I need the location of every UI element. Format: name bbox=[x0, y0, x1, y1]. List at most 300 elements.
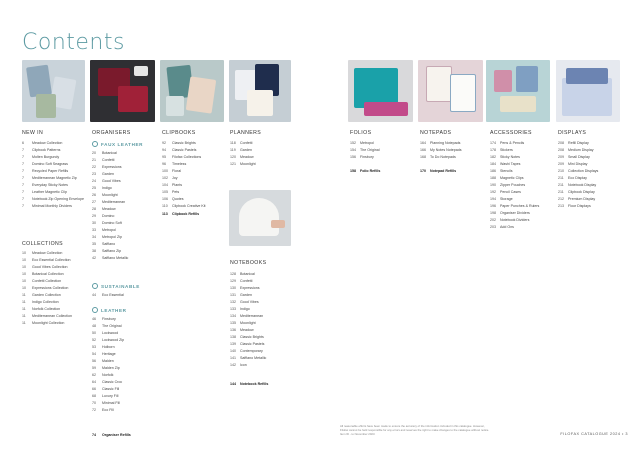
page-number: 24 bbox=[92, 179, 96, 183]
page-number: 152 bbox=[350, 141, 356, 145]
item-title: The Original bbox=[102, 324, 122, 328]
list-item[interactable] bbox=[92, 344, 154, 351]
page-number: 20 bbox=[92, 151, 96, 155]
list-item[interactable] bbox=[92, 227, 154, 234]
item-title: Expressions bbox=[240, 286, 260, 290]
item-title: Luxury Fill bbox=[102, 394, 119, 398]
new-in-list bbox=[22, 140, 82, 210]
notepads-list bbox=[420, 140, 484, 161]
list-item[interactable] bbox=[92, 393, 154, 400]
page-number: 203 bbox=[490, 225, 496, 229]
item-title: Sticky Notes bbox=[500, 155, 520, 159]
leather-icon bbox=[92, 307, 98, 313]
item-title: Icon bbox=[240, 363, 247, 367]
planners-list bbox=[230, 140, 294, 168]
item-title: Notebook Dividers bbox=[500, 218, 530, 222]
item-title: Refill Display bbox=[568, 141, 589, 145]
list-item[interactable] bbox=[162, 140, 226, 147]
list-item[interactable] bbox=[230, 348, 294, 355]
list-item[interactable] bbox=[490, 217, 554, 224]
page-number: 38 bbox=[92, 249, 96, 253]
page-number: 44 bbox=[92, 293, 96, 297]
accessories-photo bbox=[486, 60, 550, 122]
list-item[interactable] bbox=[22, 306, 88, 313]
list-item[interactable] bbox=[22, 264, 88, 271]
list-item[interactable] bbox=[558, 196, 622, 203]
list-item[interactable] bbox=[230, 313, 294, 320]
list-item[interactable] bbox=[22, 299, 88, 306]
list-item[interactable] bbox=[22, 278, 88, 285]
list-item[interactable] bbox=[558, 154, 622, 161]
item-title: Garden bbox=[240, 148, 252, 152]
folios-photo bbox=[348, 60, 413, 122]
page-number: 178 bbox=[490, 148, 496, 152]
page-number: 202 bbox=[490, 218, 496, 222]
page-number: 133 bbox=[230, 307, 236, 311]
page-number: 210 bbox=[558, 169, 564, 173]
list-item[interactable] bbox=[22, 189, 82, 196]
clipbooks-list bbox=[162, 140, 226, 210]
list-item[interactable] bbox=[558, 161, 622, 168]
item-title: Pens & Pencils bbox=[500, 141, 525, 145]
notebooks-heading: NOTEBOOKS bbox=[230, 260, 267, 266]
list-item[interactable] bbox=[22, 257, 88, 264]
item-title: Confetti bbox=[240, 279, 253, 283]
item-title: Mediterranean Magnetic Zip bbox=[32, 176, 77, 180]
page-number: 129 bbox=[230, 279, 236, 283]
list-item[interactable] bbox=[230, 299, 294, 306]
item-title: Eco Essential Collection bbox=[32, 258, 71, 262]
new-in-heading: NEW IN bbox=[22, 130, 44, 136]
list-item[interactable] bbox=[92, 150, 154, 157]
list-item[interactable] bbox=[558, 182, 622, 189]
notepads-heading: NOTEPADS bbox=[420, 130, 452, 136]
item-title: Plants bbox=[172, 183, 182, 187]
item-title: Confetti bbox=[240, 141, 253, 145]
item-title: Lockwood bbox=[102, 331, 119, 335]
displays-list bbox=[558, 140, 622, 210]
item-title: Botanical bbox=[102, 151, 117, 155]
list-item[interactable] bbox=[92, 379, 154, 386]
page-number: 59 bbox=[92, 366, 96, 370]
list-item[interactable] bbox=[22, 271, 88, 278]
list-item[interactable] bbox=[22, 250, 88, 257]
list-item[interactable] bbox=[162, 154, 226, 161]
page-number: 118 bbox=[230, 141, 236, 145]
item-title: To Do Notepads bbox=[430, 155, 456, 159]
page-number: 213 bbox=[558, 204, 564, 208]
list-item[interactable] bbox=[558, 189, 622, 196]
item-title: Contemporary bbox=[240, 349, 263, 353]
list-item[interactable] bbox=[92, 213, 154, 220]
list-item[interactable] bbox=[350, 140, 412, 147]
page-number: 30 bbox=[92, 221, 96, 225]
list-item[interactable] bbox=[490, 147, 554, 154]
list-item[interactable] bbox=[22, 285, 88, 292]
list-item[interactable] bbox=[92, 171, 154, 178]
folios-list bbox=[350, 140, 412, 161]
item-title: Garden bbox=[240, 293, 252, 297]
organiser-refills[interactable]: 74 Organiser Refills bbox=[92, 433, 131, 437]
item-title: Quotes bbox=[172, 197, 184, 201]
list-item[interactable] bbox=[92, 220, 154, 227]
item-title: Metropol bbox=[360, 141, 374, 145]
item-title: Garden Collection bbox=[32, 293, 61, 297]
page-number: 96 bbox=[162, 162, 166, 166]
page-number: 25 bbox=[92, 186, 96, 190]
item-title: Pets bbox=[172, 190, 180, 194]
page-number: 186 bbox=[490, 169, 496, 173]
list-item[interactable] bbox=[162, 161, 226, 168]
item-title: Clipbook Display bbox=[568, 190, 595, 194]
page-number: 95 bbox=[162, 155, 166, 159]
list-item[interactable] bbox=[92, 365, 154, 372]
page-number: 7 bbox=[22, 190, 24, 194]
list-item[interactable] bbox=[230, 271, 294, 278]
clipbooks-photo bbox=[160, 60, 224, 122]
item-title: Saffiano Metallic bbox=[240, 356, 267, 360]
item-title: Small Display bbox=[568, 155, 590, 159]
item-title: Good Vibes bbox=[240, 300, 259, 304]
list-item[interactable] bbox=[22, 320, 88, 327]
item-title: Meadow bbox=[102, 207, 116, 211]
notebooks-photo bbox=[229, 190, 291, 246]
item-title: Classic Fill bbox=[102, 387, 120, 391]
list-item[interactable] bbox=[558, 168, 622, 175]
list-item[interactable] bbox=[558, 140, 622, 147]
list-item[interactable] bbox=[162, 182, 226, 189]
list-item[interactable] bbox=[162, 168, 226, 175]
list-item[interactable] bbox=[92, 400, 154, 407]
disclaimer: All reasonable efforts have been made to ensure the accuracy of the information included in this catalogue. However, Filofax cannot be held responsible for any errors and reserves the right to make changes to the catalogue without notice. Item ID - to November 2023. bbox=[340, 424, 490, 436]
item-title: Leather Magnetic Clip bbox=[32, 190, 67, 194]
list-item[interactable] bbox=[490, 196, 554, 203]
page-number: 198 bbox=[490, 211, 496, 215]
item-title: My Notes Notepads bbox=[430, 148, 462, 152]
item-title: Holborn bbox=[102, 345, 115, 349]
list-item[interactable] bbox=[558, 203, 622, 210]
item-title: The Original bbox=[360, 148, 380, 152]
list-item[interactable] bbox=[22, 203, 82, 210]
page-number: 6 bbox=[22, 141, 24, 145]
item-title: Saffiano bbox=[102, 242, 116, 246]
page-number: 182 bbox=[490, 155, 496, 159]
list-item[interactable] bbox=[22, 147, 82, 154]
item-title: Stencils bbox=[500, 169, 513, 173]
list-item[interactable] bbox=[230, 285, 294, 292]
list-item[interactable] bbox=[92, 330, 154, 337]
list-item[interactable] bbox=[92, 178, 154, 185]
list-item[interactable] bbox=[558, 175, 622, 182]
page-number: 7 bbox=[22, 148, 24, 152]
item-title: Expressions bbox=[102, 165, 122, 169]
planners-photo bbox=[229, 60, 291, 122]
page-number: 211 bbox=[558, 183, 564, 187]
list-item[interactable] bbox=[350, 147, 412, 154]
list-item[interactable] bbox=[92, 323, 154, 330]
item-title: Pencil Cases bbox=[500, 190, 521, 194]
displays-photo bbox=[556, 60, 620, 122]
notebooks-list bbox=[230, 271, 294, 369]
displays-heading: DISPLAYS bbox=[558, 130, 587, 136]
page-number: 174 bbox=[490, 141, 496, 145]
right-page bbox=[320, 0, 640, 452]
list-item[interactable] bbox=[490, 210, 554, 217]
item-title: Metropol bbox=[102, 228, 116, 232]
page-number: 136 bbox=[230, 328, 236, 332]
list-item[interactable] bbox=[92, 386, 154, 393]
leather-heading: LEATHER bbox=[101, 308, 127, 313]
list-item[interactable] bbox=[420, 154, 484, 161]
page-number: 35 bbox=[92, 242, 96, 246]
page-number: 11 bbox=[22, 321, 26, 325]
item-title: Meadow Collection bbox=[32, 141, 63, 145]
list-item[interactable] bbox=[230, 278, 294, 285]
faux-leather-icon bbox=[92, 141, 98, 147]
item-title: Norfolk Collection bbox=[32, 307, 61, 311]
list-item[interactable] bbox=[22, 313, 88, 320]
item-title: Paper Punches & Rulers bbox=[500, 204, 540, 208]
list-item[interactable] bbox=[230, 362, 294, 369]
page-number: 212 bbox=[558, 197, 564, 201]
list-item[interactable] bbox=[230, 147, 294, 154]
list-item[interactable] bbox=[22, 168, 82, 175]
page-number: 128 bbox=[230, 272, 236, 276]
list-item[interactable] bbox=[92, 316, 154, 323]
list-item[interactable] bbox=[92, 241, 154, 248]
list-item[interactable] bbox=[490, 224, 554, 231]
page-number: 7 bbox=[22, 176, 24, 180]
page-number: 119 bbox=[230, 148, 236, 152]
page-number: 100 bbox=[162, 169, 168, 173]
page-number: 164 bbox=[420, 141, 426, 145]
list-item[interactable] bbox=[490, 182, 554, 189]
list-item[interactable] bbox=[162, 203, 226, 210]
item-title: Domino Soft Seagrass bbox=[32, 162, 68, 166]
page-number: 10 bbox=[22, 279, 26, 283]
list-item[interactable] bbox=[22, 292, 88, 299]
list-item[interactable] bbox=[92, 407, 154, 414]
list-item[interactable] bbox=[490, 203, 554, 210]
page-number: 104 bbox=[162, 183, 168, 187]
item-title: Notebook Zip Opening Envelope bbox=[32, 197, 84, 201]
page-number: 54 bbox=[92, 352, 96, 356]
page-number: 62 bbox=[92, 373, 96, 377]
list-item[interactable] bbox=[162, 196, 226, 203]
page-number: 131 bbox=[230, 293, 236, 297]
page-number: 26 bbox=[92, 193, 96, 197]
list-item[interactable] bbox=[22, 175, 82, 182]
item-title: Lockwood Zip bbox=[102, 338, 125, 342]
page-number: 105 bbox=[162, 190, 168, 194]
page-number: 190 bbox=[490, 183, 496, 187]
page-number: 121 bbox=[230, 162, 236, 166]
page-number: 192 bbox=[490, 190, 496, 194]
list-item[interactable] bbox=[230, 154, 294, 161]
list-item[interactable] bbox=[162, 147, 226, 154]
list-item[interactable] bbox=[92, 337, 154, 344]
clipbooks-heading: CLIPBOOKS bbox=[162, 130, 196, 136]
item-title: Zipper Pouches bbox=[500, 183, 526, 187]
page-number: 208 bbox=[558, 148, 564, 152]
page-number: 196 bbox=[490, 204, 496, 208]
page-number: 92 bbox=[162, 141, 166, 145]
page-number: 120 bbox=[230, 155, 236, 159]
list-item[interactable] bbox=[230, 334, 294, 341]
list-item[interactable] bbox=[490, 175, 554, 182]
page-number: 211 bbox=[558, 176, 564, 180]
page-number: 130 bbox=[230, 286, 236, 290]
page-number: 11 bbox=[22, 293, 26, 297]
page-number: 94 bbox=[162, 148, 166, 152]
item-title: Classic Brights bbox=[172, 141, 196, 145]
list-item[interactable] bbox=[22, 196, 82, 203]
item-title: Indigo bbox=[240, 307, 250, 311]
item-title: Joy bbox=[172, 176, 178, 180]
list-item[interactable] bbox=[162, 189, 226, 196]
item-title: Botanical Collection bbox=[32, 272, 64, 276]
list-item[interactable] bbox=[92, 206, 154, 213]
page-number: 139 bbox=[230, 342, 236, 346]
item-title: Metropol Zip bbox=[102, 235, 122, 239]
collections-heading: COLLECTIONS bbox=[22, 241, 64, 247]
item-title: Finsbury bbox=[102, 317, 116, 321]
item-title: Confetti Collection bbox=[32, 279, 62, 283]
item-title: Everyday Sticky Notes bbox=[32, 183, 68, 187]
item-title: Classic Pastels bbox=[172, 148, 197, 152]
list-item[interactable] bbox=[92, 292, 154, 299]
item-title: Classic Pastels bbox=[240, 342, 265, 346]
list-item[interactable] bbox=[92, 248, 154, 255]
item-title: Add Ons bbox=[500, 225, 514, 229]
page-number: 209 bbox=[558, 162, 564, 166]
organisers-photo bbox=[90, 60, 155, 122]
faux-leather-heading: FAUX LEATHER bbox=[101, 142, 144, 147]
item-title: Domino bbox=[102, 214, 115, 218]
accessories-list bbox=[490, 140, 554, 231]
list-item[interactable] bbox=[490, 168, 554, 175]
item-title: Eco Display bbox=[568, 176, 587, 180]
page-title: Contents bbox=[22, 30, 125, 55]
list-item[interactable] bbox=[92, 372, 154, 379]
list-item[interactable] bbox=[490, 154, 554, 161]
item-title: Malden bbox=[102, 359, 114, 363]
item-title: Collection Displays bbox=[568, 169, 599, 173]
item-title: Recycled Paper Refills bbox=[32, 169, 69, 173]
page-number: 70 bbox=[92, 401, 96, 405]
page-number: 10 bbox=[22, 265, 26, 269]
page-number: 140 bbox=[230, 349, 236, 353]
list-item[interactable] bbox=[230, 161, 294, 168]
list-item[interactable] bbox=[92, 234, 154, 241]
page-number: 42 bbox=[92, 256, 96, 260]
page-number: 10 bbox=[22, 272, 26, 276]
page-number: 50 bbox=[92, 331, 96, 335]
list-item[interactable] bbox=[230, 292, 294, 299]
list-item[interactable] bbox=[490, 161, 554, 168]
page-number: 11 bbox=[22, 300, 26, 304]
page-number: 209 bbox=[558, 155, 564, 159]
faux-leather-list bbox=[92, 150, 154, 262]
list-item[interactable] bbox=[230, 341, 294, 348]
notepad-refills[interactable]: 170 Notepad Refills bbox=[420, 169, 457, 173]
list-item[interactable] bbox=[230, 320, 294, 327]
list-item[interactable] bbox=[92, 157, 154, 164]
list-item[interactable] bbox=[230, 355, 294, 362]
folio-refills[interactable]: 158 Folio Refills bbox=[350, 169, 381, 173]
item-title: Clipbook Patterns bbox=[32, 148, 61, 152]
page-number: 135 bbox=[230, 321, 236, 325]
page-number: 184 bbox=[490, 162, 496, 166]
item-title: Mediterranean Collection bbox=[32, 314, 72, 318]
page-number: 34 bbox=[92, 235, 96, 239]
item-title: Planning Notepads bbox=[430, 141, 461, 145]
item-title: Eco Essential bbox=[102, 293, 124, 297]
list-item[interactable] bbox=[490, 140, 554, 147]
item-title: Eco Fill bbox=[102, 408, 114, 412]
page-number: 156 bbox=[350, 155, 356, 159]
page-number: 23 bbox=[92, 172, 96, 176]
page-number: 7 bbox=[22, 162, 24, 166]
page-number: 141 bbox=[230, 356, 236, 360]
page-number: 194 bbox=[490, 197, 496, 201]
page-number: 138 bbox=[230, 335, 236, 339]
list-item[interactable] bbox=[22, 154, 82, 161]
item-title: Premium Display bbox=[568, 197, 596, 201]
new-in-photo bbox=[22, 60, 85, 122]
item-title: Medium Display bbox=[568, 148, 594, 152]
list-item[interactable] bbox=[92, 358, 154, 365]
list-item[interactable] bbox=[230, 327, 294, 334]
item-title: Indigo bbox=[102, 186, 112, 190]
page-number: 102 bbox=[162, 176, 168, 180]
page-number: 27 bbox=[92, 200, 96, 204]
notebook-refills[interactable]: 144 Notebook Refills bbox=[230, 382, 269, 386]
item-title: Domino Soft bbox=[102, 221, 122, 225]
list-item[interactable] bbox=[22, 161, 82, 168]
item-title: Indigo Collection bbox=[32, 300, 59, 304]
list-item[interactable] bbox=[22, 140, 82, 147]
list-item[interactable] bbox=[92, 192, 154, 199]
page-number: 7 bbox=[22, 197, 24, 201]
list-item[interactable] bbox=[162, 175, 226, 182]
clipbook-refills[interactable]: 113 Clipbook Refills bbox=[162, 212, 200, 216]
page-number: 134 bbox=[230, 314, 236, 318]
item-title: Stickers bbox=[500, 148, 513, 152]
item-title: Organiser Dividers bbox=[500, 211, 530, 215]
list-item[interactable] bbox=[92, 199, 154, 206]
list-item[interactable] bbox=[22, 182, 82, 189]
list-item[interactable] bbox=[230, 306, 294, 313]
list-item[interactable] bbox=[558, 147, 622, 154]
list-item[interactable] bbox=[92, 351, 154, 358]
list-item[interactable] bbox=[420, 147, 484, 154]
item-title: Garden bbox=[102, 172, 114, 176]
list-item[interactable] bbox=[350, 154, 412, 161]
page-number: 48 bbox=[92, 324, 96, 328]
list-item[interactable] bbox=[420, 140, 484, 147]
page-number: 22 bbox=[92, 165, 96, 169]
list-item[interactable] bbox=[230, 140, 294, 147]
page-number: 11 bbox=[22, 314, 26, 318]
item-title: Moonlight bbox=[240, 321, 256, 325]
list-item[interactable] bbox=[92, 255, 154, 262]
page-number: 7 bbox=[22, 204, 24, 208]
list-item[interactable] bbox=[92, 185, 154, 192]
list-item[interactable] bbox=[490, 189, 554, 196]
list-item[interactable] bbox=[92, 164, 154, 171]
item-title: Saffiano Metallic bbox=[102, 256, 129, 260]
